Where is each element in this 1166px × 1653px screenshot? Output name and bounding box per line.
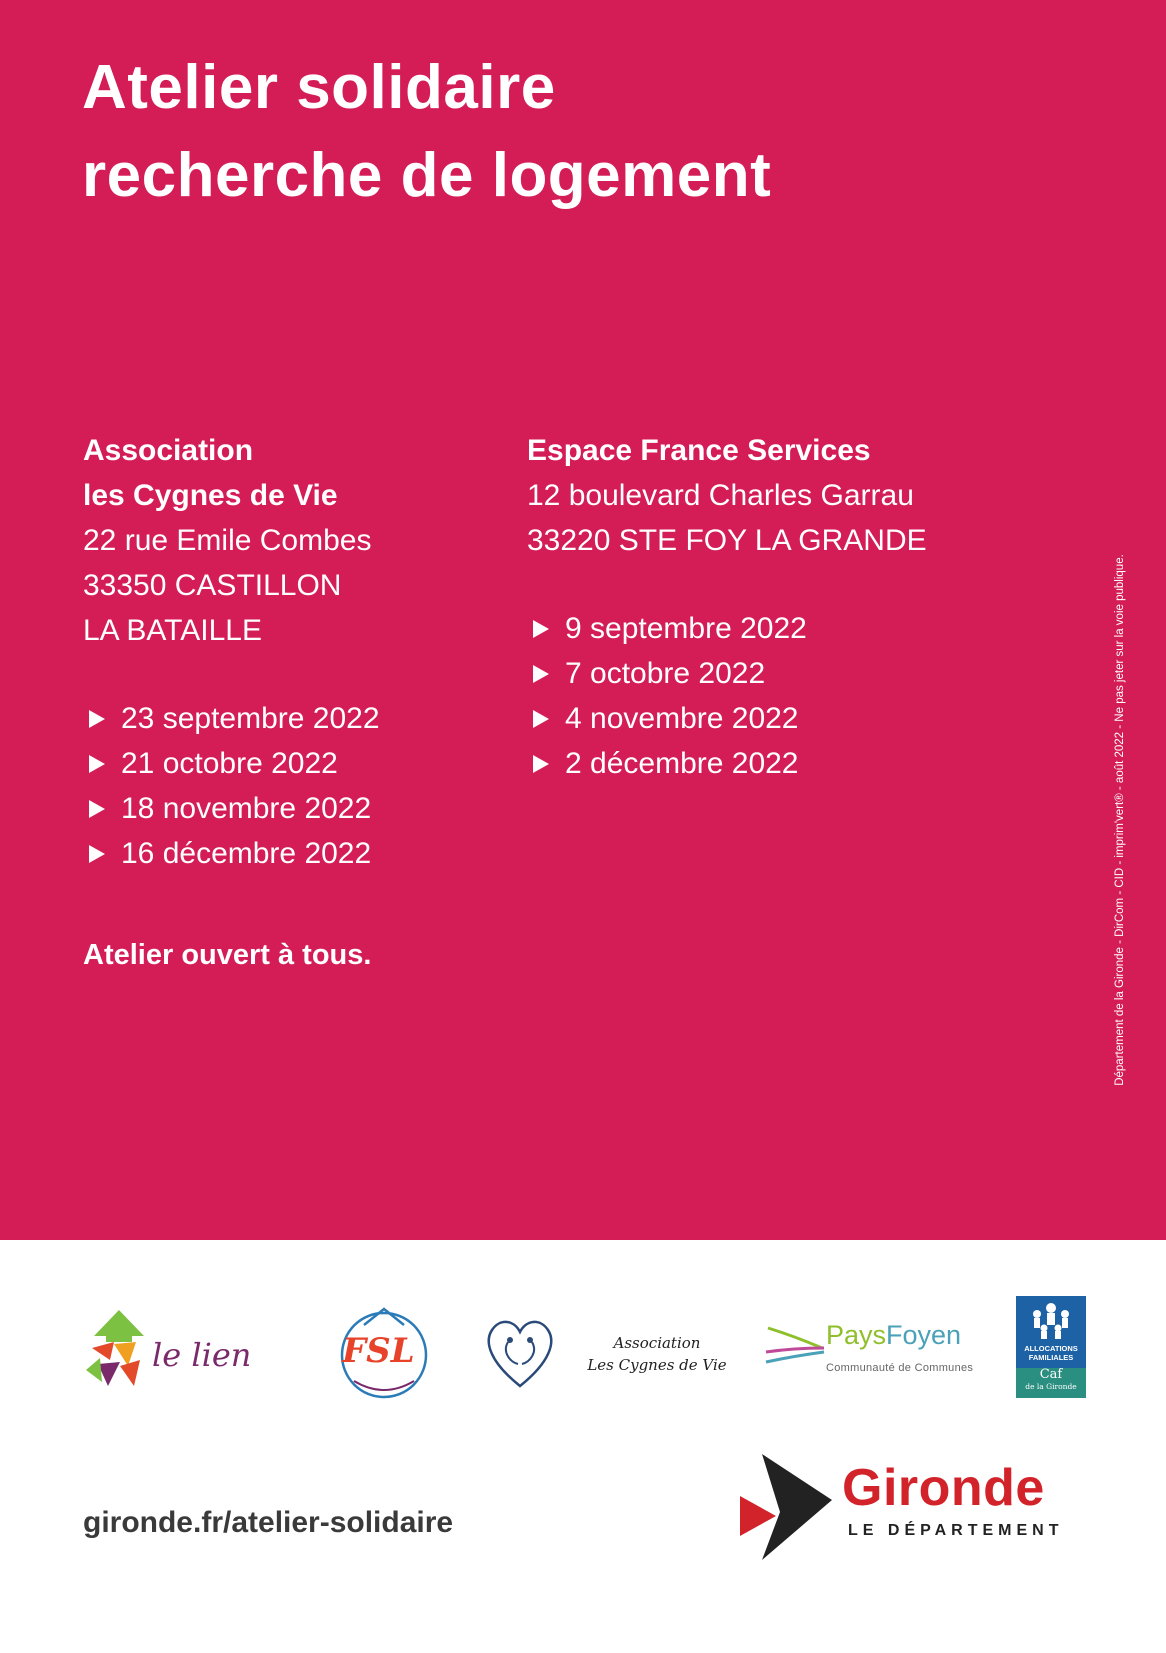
triangle-bullet-icon xyxy=(89,755,105,773)
pays-foyen-swoosh-icon xyxy=(764,1318,826,1378)
cygnes-text xyxy=(572,1332,742,1376)
venue-address: LA BATAILLE xyxy=(83,614,262,647)
pays-foyen-sub: Communauté de Communes xyxy=(826,1362,974,1374)
date-item xyxy=(527,696,1007,741)
title-line-2: recherche de logement xyxy=(82,141,772,210)
caf-figures-icon xyxy=(1016,1298,1086,1344)
swan-heart-icon xyxy=(480,1312,560,1392)
gironde-arrow-icon xyxy=(740,1452,840,1562)
fsl-text: FSL xyxy=(342,1331,415,1371)
date-item xyxy=(83,696,503,741)
gironde-sub: LE DÉPARTEMENT xyxy=(848,1522,1064,1539)
le-lien-logo xyxy=(84,1308,284,1388)
caf-alloc-line-2: FAMILIALES xyxy=(1028,1353,1074,1362)
pays-foyen-name-part-1: Pays xyxy=(826,1320,887,1350)
pays-foyen-logo xyxy=(764,1318,984,1388)
open-to-all-note: Atelier ouvert à tous. xyxy=(83,939,372,971)
caf-name-text: Caf xyxy=(1039,1367,1063,1382)
caf-logo xyxy=(1016,1296,1086,1398)
fsl-logo xyxy=(334,1303,434,1403)
caf-alloc-line-1: ALLOCATIONS xyxy=(1024,1344,1078,1353)
venue-address: 33350 CASTILLON xyxy=(83,569,342,602)
cygnes-line-2: Les Cygnes de Vie xyxy=(587,1356,727,1374)
date-text: 4 novembre 2022 xyxy=(565,702,799,735)
triangle-bullet-icon xyxy=(89,800,105,818)
date-text: 16 décembre 2022 xyxy=(121,837,372,870)
venue-address: 33220 STE FOY LA GRANDE xyxy=(527,524,927,557)
date-text: 21 octobre 2022 xyxy=(121,747,338,780)
venue-name: Association xyxy=(83,434,254,467)
venue-name: les Cygnes de Vie xyxy=(83,479,338,512)
gironde-name: Gironde xyxy=(842,1459,1045,1517)
date-list xyxy=(527,606,1007,786)
date-text: 18 novembre 2022 xyxy=(121,792,372,825)
date-text: 7 octobre 2022 xyxy=(565,657,766,690)
caf-alloc xyxy=(1016,1344,1086,1362)
date-item xyxy=(527,651,1007,696)
venue-name: Espace France Services xyxy=(527,434,871,467)
pays-foyen-name xyxy=(826,1320,961,1351)
date-item xyxy=(83,786,503,831)
cygnes-de-vie-logo xyxy=(480,1312,740,1392)
date-text: 23 septembre 2022 xyxy=(121,702,380,735)
date-item xyxy=(527,741,1007,786)
date-item xyxy=(83,741,503,786)
caf-region-text: de la Gironde xyxy=(1025,1382,1077,1391)
title-line-1: Atelier solidaire xyxy=(82,53,556,122)
le-lien-text: le lien xyxy=(152,1336,252,1374)
website-url[interactable]: gironde.fr/atelier-solidaire xyxy=(83,1506,454,1539)
cygnes-line-1: Association xyxy=(613,1334,701,1352)
gironde-logo xyxy=(740,1452,1090,1562)
date-list xyxy=(83,696,503,876)
left-venue xyxy=(83,428,503,876)
date-text: 9 septembre 2022 xyxy=(565,612,807,645)
triangle-bullet-icon xyxy=(533,665,549,683)
date-item xyxy=(83,831,503,876)
caf-name xyxy=(1016,1368,1086,1398)
triangle-bullet-icon xyxy=(533,755,549,773)
right-venue xyxy=(527,428,1007,786)
pays-foyen-name-part-2: Foyen xyxy=(886,1320,962,1350)
triangle-bullet-icon xyxy=(533,710,549,728)
date-item xyxy=(527,606,1007,651)
venue-address: 12 boulevard Charles Garrau xyxy=(527,479,914,512)
poster-title xyxy=(82,44,771,220)
triangle-bullet-icon xyxy=(533,620,549,638)
legal-mention-text: Département de la Gironde - DirCom - CID - imprim'vert® - août 2022 - Ne pas jeter sur la voie publique. xyxy=(1114,554,1126,1086)
date-text: 2 décembre 2022 xyxy=(565,747,799,780)
venue-address: 22 rue Emile Combes xyxy=(83,524,372,557)
triangle-bullet-icon xyxy=(89,710,105,728)
le-lien-house-icon xyxy=(84,1308,154,1388)
triangle-bullet-icon xyxy=(89,845,105,863)
